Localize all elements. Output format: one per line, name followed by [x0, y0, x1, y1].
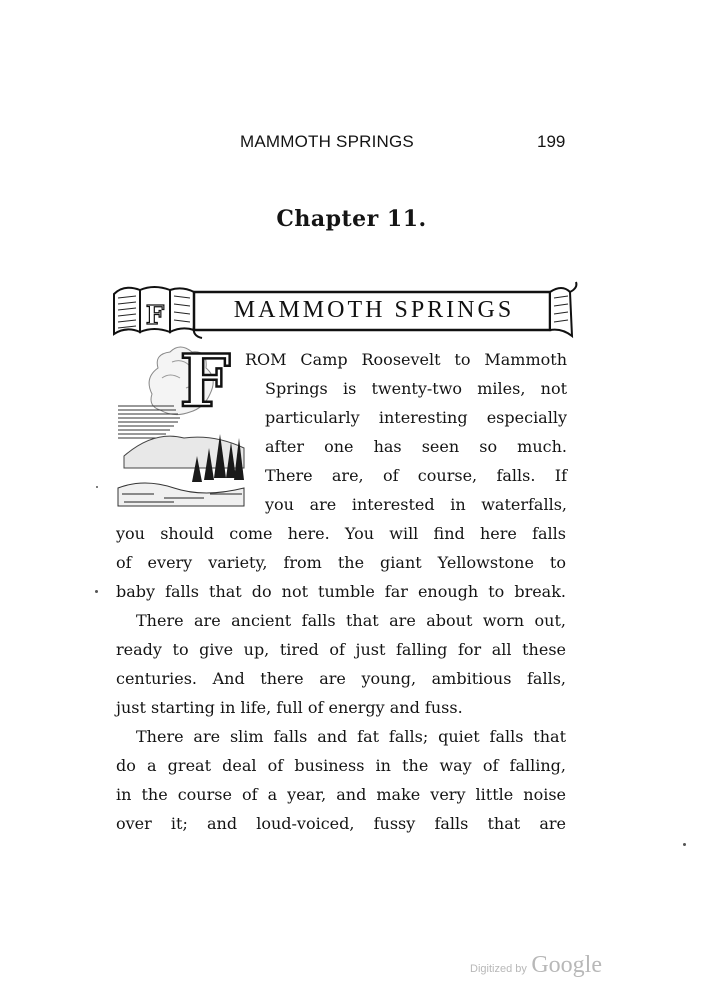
watermark-prefix: Digitized by [470, 963, 527, 975]
text-line: you should come here. You will find here falls [116, 524, 566, 543]
text-line: Springs is twenty-two miles, not [265, 379, 567, 398]
text-line: do a great deal of business in the way of falling, [116, 756, 566, 775]
scan-speck [96, 486, 98, 488]
drop-cap: F [179, 338, 231, 423]
page-number: 199 [537, 132, 566, 151]
scan-speck [95, 590, 98, 593]
running-head [0, 132, 703, 156]
text-line: There are, of course, falls. If [265, 466, 567, 485]
digitized-by-google-watermark [470, 952, 602, 979]
chapter-banner [110, 280, 580, 342]
text-line: ROM Camp Roosevelt to Mammoth [245, 350, 567, 369]
text-line: There are slim falls and fat falls; quiet falls that [136, 727, 566, 746]
text-line: particularly interesting especially [265, 408, 567, 427]
scan-speck [683, 843, 686, 846]
text-line: ready to give up, tired of just falling for all these [116, 640, 566, 659]
watermark-brand: Google [531, 952, 602, 978]
text-line: you are interested in waterfalls, [265, 495, 567, 514]
chapter-heading: Chapter 11. [276, 206, 427, 232]
text-line: of every variety, from the giant Yellowstone to [116, 553, 566, 572]
text-line: There are ancient falls that are about worn out, [136, 611, 566, 630]
text-line: baby falls that do not tumble far enough to break. [116, 582, 566, 601]
text-line: centuries. And there are young, ambitious falls, [116, 669, 566, 688]
text-line: over it; and loud-voiced, fussy falls that are [116, 814, 566, 833]
text-line: just starting in life, full of energy and fuss. [116, 698, 463, 717]
running-title: MAMMOTH SPRINGS [240, 132, 414, 151]
banner-title: MAMMOTH SPRINGS [233, 297, 515, 323]
svg-text:F: F [145, 301, 165, 331]
text-line: after one has seen so much. [265, 437, 567, 456]
text-line: in the course of a year, and make very little noise [116, 785, 566, 804]
